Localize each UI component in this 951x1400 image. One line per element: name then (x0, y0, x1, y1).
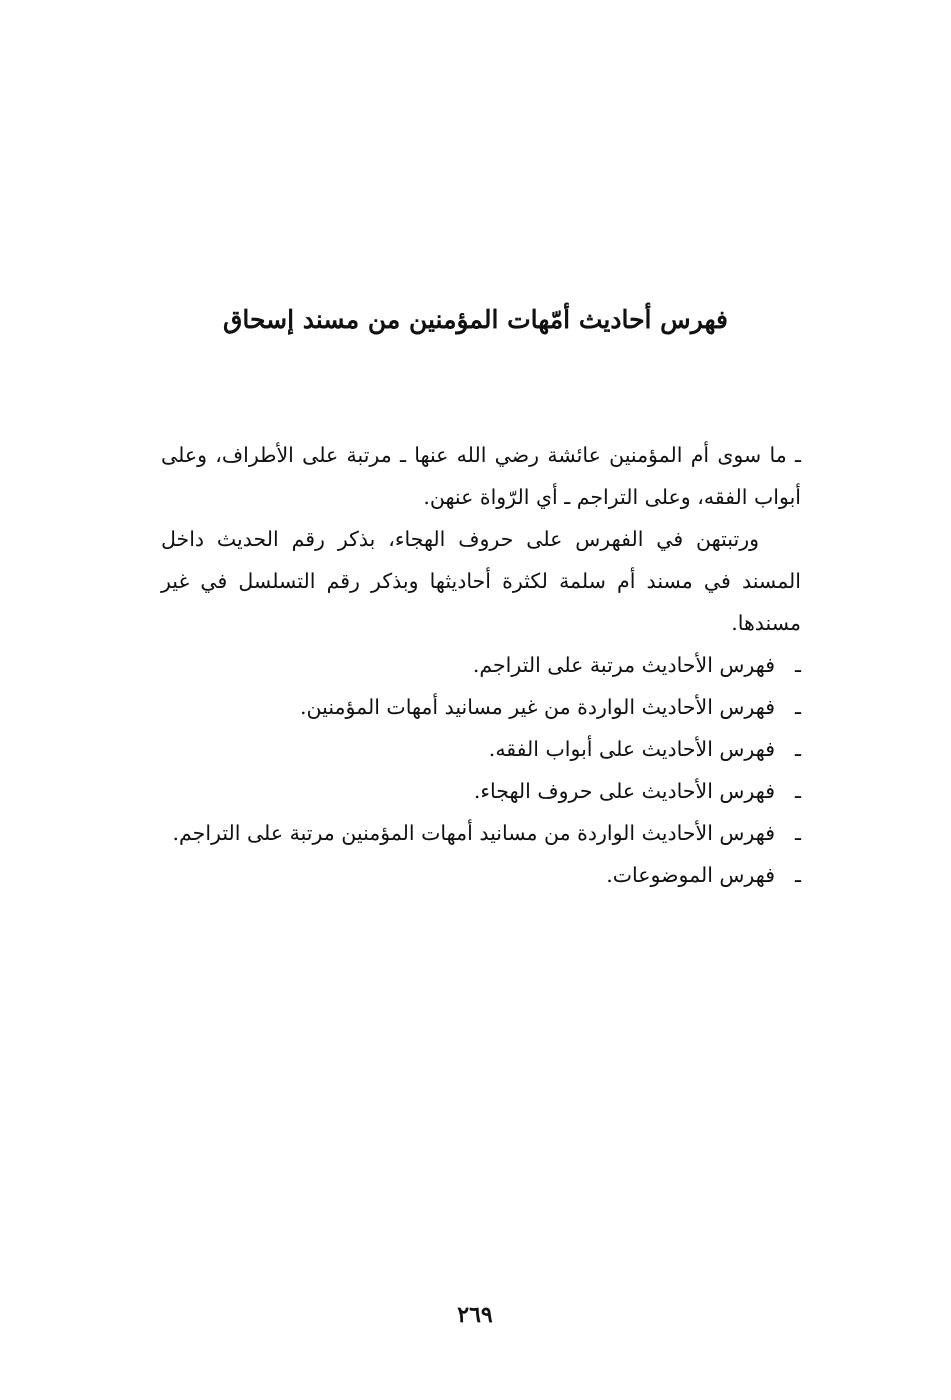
list-item-text: فهرس الأحاديث على أبواب الفقه. (488, 737, 775, 761)
list-dash: ـ (794, 695, 801, 719)
list-item-text: فهرس الأحاديث مرتبة على التراجم. (472, 653, 775, 677)
list-dash: ـ (794, 737, 801, 761)
index-list (161, 644, 801, 896)
list-item (161, 812, 801, 854)
list-item (161, 644, 801, 686)
list-dash: ـ (794, 821, 801, 845)
list-item-text: فهرس الموضوعات. (606, 863, 775, 887)
order-paragraph: ورتبتهن في الفهرس على حروف الهجاء، بذكر رقم الحديث داخل المسند في مسند أم سلمة لكثرة أحاديثها وبذكر رقم التسلسل في غير مسندها. (161, 527, 801, 635)
intro-paragraph: ـ ما سوى أم المؤمنين عائشة رضي الله عنها ـ مرتبة على الأطراف، وعلى أبواب الفقه، وعلى التراجم ـ أي الرّواة عنهن. (161, 443, 801, 509)
list-item (161, 686, 801, 728)
list-item (161, 728, 801, 770)
page-number: ٢٦٩ (457, 1302, 493, 1328)
page-title: فهرس أحاديث أمّهات المؤمنين من مسند إسحاق (223, 304, 728, 334)
list-item-text: فهرس الأحاديث على حروف الهجاء. (473, 779, 775, 803)
list-dash: ـ (794, 779, 801, 803)
list-item-text: فهرس الأحاديث الواردة من غير مسانيد أمهات المؤمنين. (300, 695, 775, 719)
list-dash: ـ (794, 863, 801, 887)
body-text (161, 434, 801, 896)
list-dash: ـ (794, 653, 801, 677)
list-item-text: فهرس الأحاديث الواردة من مسانيد أمهات المؤمنين مرتبة على التراجم. (172, 821, 775, 845)
list-item (161, 770, 801, 812)
list-item (161, 854, 801, 896)
